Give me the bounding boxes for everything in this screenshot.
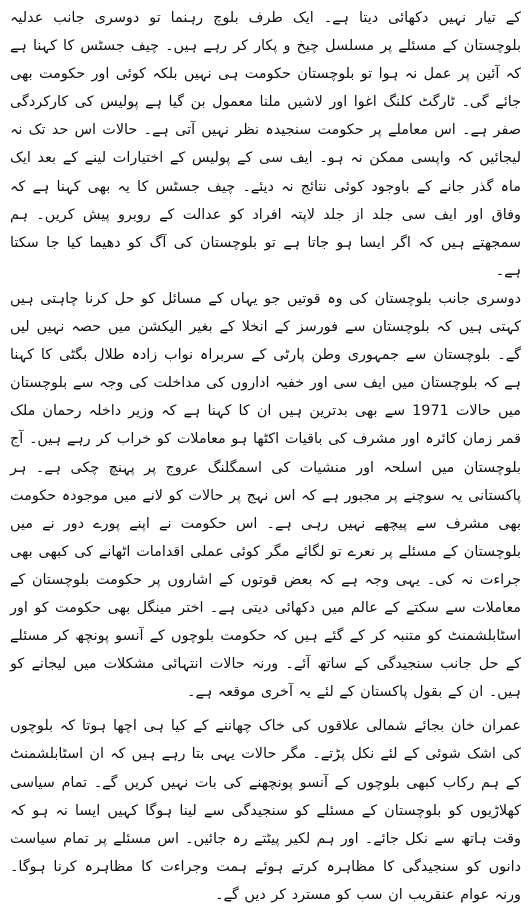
article-paragraph: دوسری جانب بلوچستان کی وہ قوتیں جو یہاں کے مسائل کو حل کرنا چاہتی ہیں کہتی ہیں کہ بلوچستان سے فورسز کے انخلا کے بغیر الیکشن میں حصہ نہیں لیں گے۔ بلوچستان سے جمہوری وطن پارٹی کے سربراہ نواب زادہ طلال بگٹی کا کہنا ہے کہ بلوچستان میں ایف سی اور خفیہ اداروں کی مداخلت کی وجہ سے بلوچستان میں حالات 1971 سے بھی بدترین ہیں ان کا کہنا ہے کہ وزیر داخلہ رحمان ملک قمر زمان کائرہ اور مشرف کی باقیات اکٹھا ہو معاملات کو خراب کر رہے ہیں۔ آج بلوچستان میں اسلحہ اور منشیات کی اسمگلنگ عروج پر پہنچ چکی ہے۔ ہر پاکستانی یہ سوچنے پر مجبور ہے کہ اس نہج پر حالات کو لانے میں موجودہ حکومت بھی مشرف سے پیچھے نہیں رہی ہے۔ اس حکومت نے اپنے پورے دور نے میں بلوچستان کے مسئلے پر نعرے تو لگائے مگر کوئی عملی اقدامات اٹھانے کی کبھی بھی جراءت نہ کی۔ یہی وجہ ہے کہ بعض قوتوں کے اشاروں پر حکومت بلوچستان کے معاملات سے سکتے کے عالم میں دکھائی دیتی ہے۔ اختر مینگل بھی حکومت کو اور اسٹابلشمنٹ کو متنبہ کر کے گئے ہیں کہ حکومت بلوچوں کے آنسو پونچھ کر مسئلے کے حل جانب سنجیدگی کے ساتھ آئے۔ ورنہ حالات انتہائی مشکلات میں لیجانے کو ہیں۔ ان کے بقول پاکستان کے لئے یہ آخری موقعہ ہے۔: [10, 290, 521, 701]
article-paragraph: عمران خان بجائے شمالی علاقوں کی خاک چھاننے کے کیا ہی اچھا ہوتا کہ بلوچوں کی اشک شوئی کے لئے نکل پڑتے۔ مگر حالات یہی بتا رہے ہیں کہ ان اسٹابلشمنٹ کے ہم رکاب کبھی بلوچوں کے آنسو پونچھنے کی بات نہیں کریں گے۔ تمام سیاسی کھلاڑیوں کو بلوچستان کے مسئلے کو سنجیدگی سے لینا ہوگا کہیں ایسا نہ ہو کہ وقت ہاتھ سے نکل جائے۔ اور ہم لکیر پیٹتے رہ جائیں۔ اس مسئلے پر تمام سیاست دانوں کو سنجیدگی کا مظاہرہ کرتے ہوئے ہمت وجراءت کا مظاہرہ کرنا ہوگا۔ ورنہ عوام عنقریب ان سب کو مسترد کر دیں گے۔: [10, 718, 521, 903]
article-paragraph: کے تیار نہیں دکھائی دیتا ہے۔ ایک طرف بلوچ رہنما تو دوسری جانب عدلیہ بلوچستان کے مسئلے پر مسلسل چیخ و پکار کر رہے ہیں۔ چیف جسٹس کا کہنا ہے کہ آئین پر عمل نہ ہوا تو بلوچستان حکومت ہی نہیں بلکہ کوئی اور حکومت بھی جائے گی۔ ٹارگٹ کلنگ اغوا اور لاشیں ملنا معمول بن گیا ہے پولیس کی کارکردگی صفر ہے۔ اس معاملے پر حکومت سنجیدہ نظر نہیں آتی ہے۔ حالات اس حد تک نہ لیجائیں کہ واپسی ممکن نہ ہو۔ ایف سی کے پولیس کے اختیارات لینے کے بعد ایک ماہ گذر جانے کے باوجود کوئی نتائج نہ دیئے۔ چیف جسٹس کا یہ بھی کہنا ہے کہ وفاق اور ایف سی جلد از جلد لاپتہ افراد کو عدالت کے روبرو پیش کریں۔ ہم سمجھتے ہیں کہ اگر ایسا ہو جاتا ہے تو بلوچستان کی آگ کو دھیما کیا جا سکتا ہے۔: [10, 10, 521, 279]
